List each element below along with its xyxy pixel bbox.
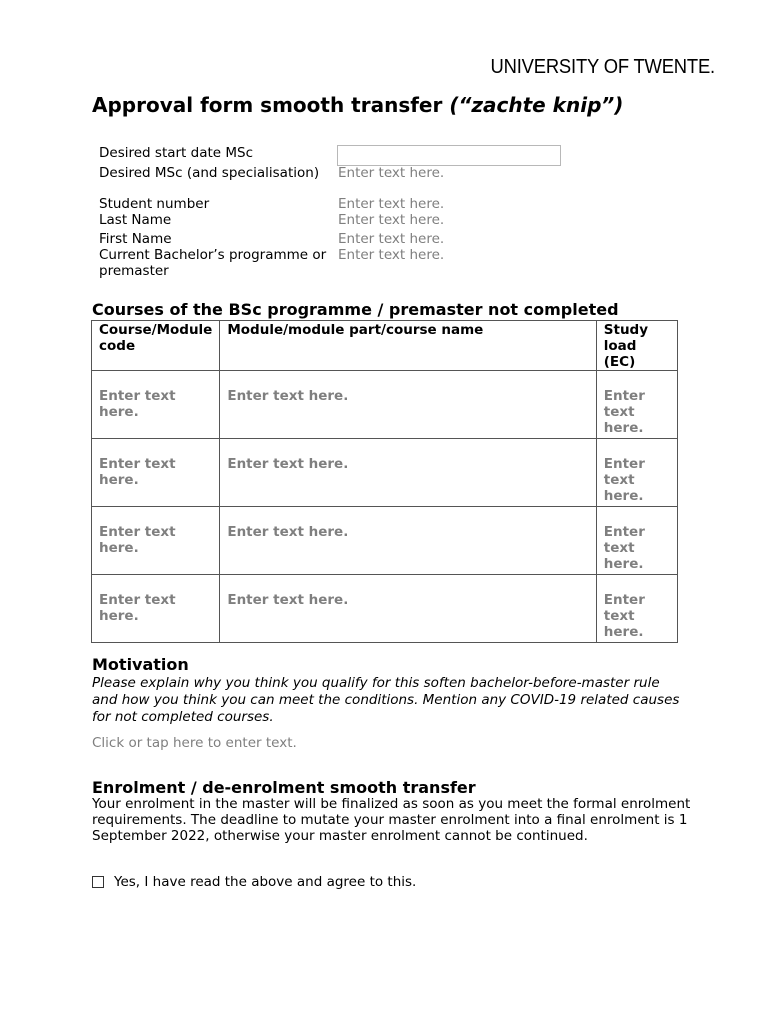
agree-row	[92, 874, 416, 890]
field-label-start-date: Desired start date MSc	[99, 145, 254, 161]
table-row	[92, 371, 678, 439]
agree-label: Yes, I have read the above and agree to this.	[114, 874, 417, 890]
table-header-row	[92, 321, 678, 371]
field-label-desired-msc: Desired MSc (and specialisation)	[99, 165, 320, 181]
course-name-cell[interactable]: Enter text here.	[220, 371, 596, 439]
course-name-cell[interactable]: Enter text here.	[220, 507, 596, 575]
table-row	[92, 439, 678, 507]
course-code-cell[interactable]: Enter text here.	[92, 371, 220, 439]
table-row	[92, 575, 678, 643]
university-logo: UNIVERSITY OF TWENTE.	[490, 56, 715, 78]
course-code-cell[interactable]: Enter text here.	[92, 575, 220, 643]
field-label-student-number: Student number	[99, 196, 210, 212]
column-header-course-name: Module/module part/course name	[220, 321, 596, 371]
title-italic: (“zachte knip”)	[449, 93, 624, 117]
first-name-input[interactable]: Enter text here.	[338, 231, 445, 247]
agree-checkbox[interactable]	[92, 876, 104, 888]
table-row	[92, 507, 678, 575]
field-label-first-name: First Name	[99, 231, 172, 247]
last-name-input[interactable]: Enter text here.	[338, 212, 445, 228]
column-header-course-code: Course/Module code	[92, 321, 220, 371]
field-label-last-name: Last Name	[99, 212, 172, 228]
study-load-cell[interactable]: Enter text here.	[596, 575, 677, 643]
motivation-instructions: Please explain why you think you qualify for this soften bachelor-before-master rule and how you think you can meet the conditions. Mention any COVID-19 related causes for not completed courses.	[92, 675, 680, 725]
motivation-heading: Motivation	[92, 655, 189, 674]
study-load-cell[interactable]: Enter text here.	[596, 507, 677, 575]
column-header-study-load: Study load (EC)	[596, 321, 677, 371]
page-title	[92, 93, 623, 117]
enrolment-text: Your enrolment in the master will be finalized as soon as you meet the formal enrolment requirements. The deadline to mutate your master enrolment into a final enrolment is 1 September 2022, otherwise your master enrolment cannot be continued.	[92, 796, 691, 844]
course-name-cell[interactable]: Enter text here.	[220, 575, 596, 643]
course-code-cell[interactable]: Enter text here.	[92, 439, 220, 507]
course-code-cell[interactable]: Enter text here.	[92, 507, 220, 575]
study-load-cell[interactable]: Enter text here.	[596, 371, 677, 439]
course-name-cell[interactable]: Enter text here.	[220, 439, 596, 507]
student-number-input[interactable]: Enter text here.	[338, 196, 445, 212]
courses-heading: Courses of the BSc programme / premaster not completed	[92, 300, 619, 319]
field-label-current-programme: Current Bachelor’s programme or premaster	[99, 247, 327, 279]
title-main: Approval form smooth transfer	[92, 93, 450, 117]
start-date-input[interactable]	[337, 145, 561, 166]
courses-table	[91, 320, 678, 643]
enrolment-heading: Enrolment / de-enrolment smooth transfer	[92, 778, 476, 797]
motivation-input[interactable]: Click or tap here to enter text.	[92, 735, 297, 751]
desired-msc-input[interactable]: Enter text here.	[338, 165, 445, 181]
current-programme-input[interactable]: Enter text here.	[338, 247, 445, 263]
study-load-cell[interactable]: Enter text here.	[596, 439, 677, 507]
